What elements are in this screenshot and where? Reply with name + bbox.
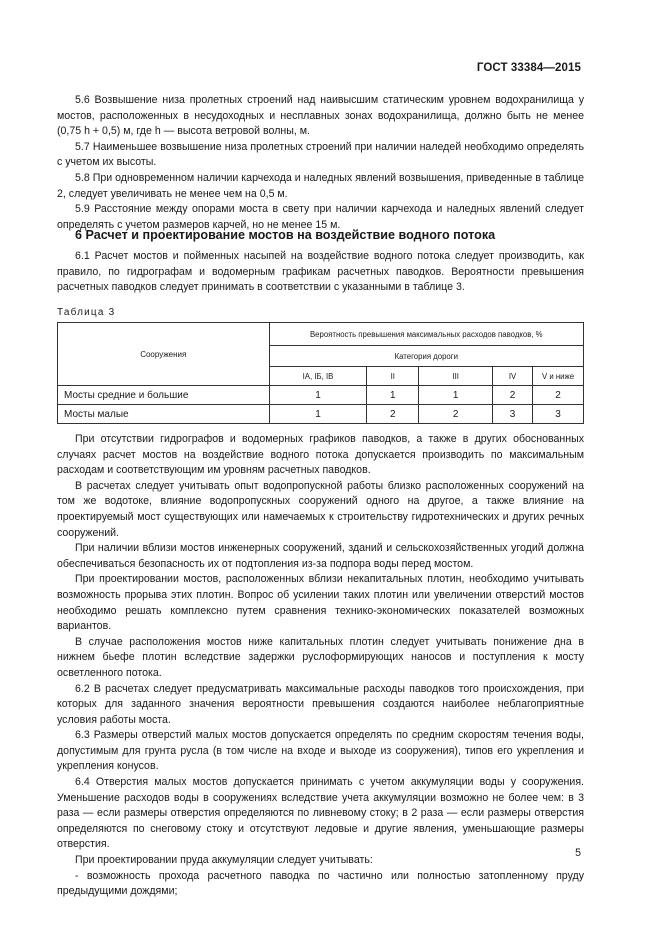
table-header-probability: Вероятность превышения максимальных расходов паводков, % — [269, 323, 583, 346]
value-cell: 2 — [533, 386, 584, 405]
category-cell: V и ниже — [533, 367, 584, 386]
document-code: ГОСТ 33384—2015 — [476, 62, 581, 74]
table-row — [58, 405, 584, 424]
paragraph: 5.7 Наименьшее возвышение низа пролетных строений при наличии наледей необходимо определять с учетом их высоты. — [57, 140, 584, 169]
row-name: Мосты малые — [58, 405, 270, 424]
probability-table — [57, 322, 584, 424]
clauses-5-6-to-5-9 — [57, 93, 584, 233]
value-cell: 1 — [367, 386, 419, 405]
list-item: - возможность прохода расчетного паводка по частично или полностью затопленному пруду предыдущими дождями; — [57, 869, 584, 898]
paragraph: 6.1 Расчет мостов и пойменных насыпей на воздействие водного потока следует производить, как правило, по гидрографам и водомерным графикам расчетных паводков. Вероятности превышения расчетных паводков следует принимать в соответствии с указанными в таблице 3. — [57, 250, 584, 294]
category-cell: IA, IБ, IB — [269, 367, 367, 386]
paragraph: При отсутствии гидрографов и водомерных графиков паводков, а также в других обоснованных случаях расчет мостов на воздействие водного потока допускается производить по максимальным расходам и соответствующим им уровням расчетных паводков. — [57, 433, 584, 477]
paragraph: В расчетах следует учитывать опыт водопропускной работы близко расположенных сооружений на том же водотоке, влияние водопропускных сооружений одного на другое, а также влияние на проектируемый мост существующих или намечаемых к строительству гидротехнических и других речных сооружений. — [57, 479, 584, 539]
table-header-structures: Сооружения — [58, 323, 270, 386]
paragraph: 6.4 Отверстия малых мостов допускается принимать с учетом аккумуляции воды у сооружения. Уменьшение расходов воды в сооружениях вследствие учета аккумуляции возможно не более чем: в 3 раза — если размеры отверстия определяются по ливневому стоку; в 2 раза — если размеры отверстия определяются по снеговому стоку и отсутствуют ледовые и другие явления, уменьшающие размеры отверстия. — [57, 776, 584, 851]
table-caption: Таблица 3 — [57, 307, 116, 318]
paragraph: При проектировании пруда аккумуляции следует учитывать: — [75, 854, 373, 867]
clause-6-1 — [57, 249, 584, 296]
clauses-6-1-to-6-4 — [57, 432, 584, 900]
paragraph: 6.3 Размеры отверстий малых мостов допускается определять по средним скоростям течения воды, допустимым для грунта русла (в том числе на входе и выходе из сооружения), типов его укрепления и укрепления конусов. — [57, 729, 584, 773]
paragraph: При проектировании мостов, расположенных вблизи некапитальных плотин, необходимо учитывать возможность прорыва этих плотин. Вопрос об усилении таких плотин или увеличении отверстий мостов необходимо решать комплексно путем сравнения технико-экономических показателей возможных вариантов. — [57, 573, 584, 633]
page-number: 5 — [575, 847, 581, 859]
paragraph: 5.9 Расстояние между опорами моста в свету при наличии карчехода и наледных явлений следует определять с учетом размеров карчей, но не менее 15 м. — [57, 203, 584, 231]
paragraph: 6.2 В расчетах следует предусматривать максимальные расходы паводков того происхождения, при которых для заданного значения вероятности превышения создаются наиболее неблагоприятные условия работы моста. — [57, 682, 584, 726]
paragraph: 5.6 Возвышение низа пролетных строений над наивысшим статическим уровнем водохранилища у мостов, расположенных в несудоходных и несплавных зонах водохранилища, должно быть не менее (0,75 h + 0,5) м, где h — высота ветровой волны, м. — [57, 94, 584, 138]
value-cell: 1 — [419, 386, 493, 405]
table-header-road-category: Категория дороги — [269, 346, 583, 367]
value-cell: 1 — [269, 386, 367, 405]
value-cell: 3 — [533, 405, 584, 424]
value-cell: 2 — [367, 405, 419, 424]
category-cell: III — [419, 367, 493, 386]
category-cell: II — [367, 367, 419, 386]
paragraph: При наличии вблизи мостов инженерных сооружений, зданий и сельскохозяйственных угодий должна обеспечиваться безопасность их от подтопления из-за подпора воды перед мостом. — [57, 542, 584, 570]
value-cell: 1 — [269, 405, 367, 424]
paragraph: 5.8 При одновременном наличии карчехода и наледных явлений возвышения, приведенные в таблице 2, следует увеличивать не менее чем на 0,5 м. — [57, 171, 584, 200]
value-cell: 2 — [419, 405, 493, 424]
paragraph: В случае расположения мостов ниже капитальных плотин следует учитывать понижение дна в нижнем бьефе плотин вследствие задержки руслоформирующих наносов и поступления к мосту осветленного потока. — [57, 635, 584, 679]
value-cell: 3 — [493, 405, 533, 424]
value-cell: 2 — [493, 386, 533, 405]
table-row — [58, 386, 584, 405]
category-cell: IV — [493, 367, 533, 386]
row-name: Мосты средние и большие — [58, 386, 270, 405]
section-heading: 6 Расчет и проектирование мостов на воздействие водного потока — [75, 228, 496, 242]
